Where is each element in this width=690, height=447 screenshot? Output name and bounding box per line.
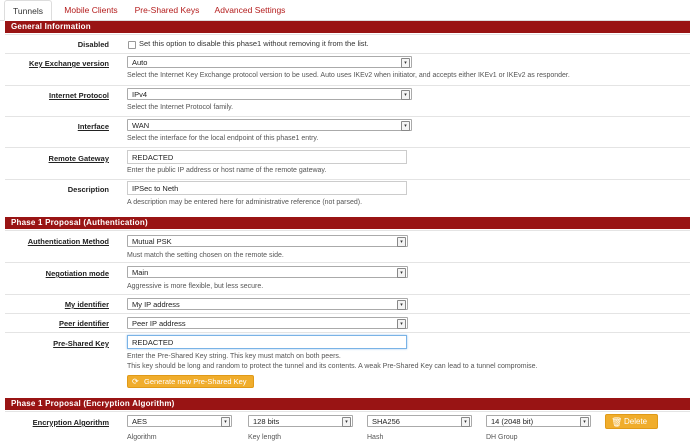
trash-icon: 🗑: [611, 417, 623, 427]
tab-tunnels[interactable]: Tunnels: [4, 0, 52, 21]
chevron-down-icon: ▾: [397, 300, 406, 310]
my-identifier-value: My IP address: [132, 300, 180, 309]
chevron-down-icon: ▾: [397, 237, 406, 247]
dh-group-caption: DH Group: [486, 434, 518, 441]
key-exchange-row: [5, 53, 690, 85]
chevron-down-icon: ▾: [401, 121, 410, 131]
chevron-down-icon: ▾: [342, 417, 351, 427]
chevron-down-icon: ▾: [397, 268, 406, 278]
key-exchange-help: Select the Internet Key Exchange protocol version to be used. Auto uses IKEv2 when initiator, and accepts either IKEv1 or IKEv2 as responder.: [127, 72, 570, 79]
peer-identifier-row: [5, 313, 690, 332]
peer-identifier-label: Peer identifier: [58, 319, 109, 328]
algorithm-value: AES: [132, 417, 148, 426]
hash-caption: Hash: [367, 434, 384, 441]
internet-protocol-label: Internet Protocol: [48, 91, 109, 100]
key-length-value: 128 bits: [253, 417, 280, 426]
internet-protocol-row: [5, 85, 690, 116]
tab-bar: [0, 0, 690, 21]
interface-value: WAN: [132, 121, 150, 130]
delete-label: Delete: [624, 417, 648, 426]
disabled-row: [5, 34, 690, 53]
delete-button[interactable]: [605, 414, 658, 429]
encryption-algorithm-label: Encryption Algorithm: [32, 418, 109, 427]
key-length-caption: Key length: [248, 434, 282, 441]
negotiation-mode-row: [5, 262, 690, 294]
pre-shared-key-row: [5, 332, 690, 390]
tab-mobile-clients[interactable]: Mobile Clients: [64, 5, 118, 15]
negotiation-mode-label: Negotiation mode: [45, 269, 109, 278]
algorithm-caption: Algorithm: [127, 434, 157, 441]
pre-shared-key-help: Enter the Pre-Shared Key string. This key must match on both peers.: [127, 353, 341, 360]
algorithm-select[interactable]: [127, 415, 232, 427]
key-exchange-value: Auto: [132, 58, 148, 67]
dh-group-select[interactable]: [486, 415, 591, 427]
auth-method-help: Must match the setting chosen on the remote side.: [127, 252, 284, 259]
internet-protocol-help: Select the Internet Protocol family.: [127, 104, 234, 111]
negotiation-mode-help: Aggressive is more flexible, but less secure.: [127, 283, 264, 290]
remote-gateway-row: [5, 147, 690, 179]
pre-shared-key-label: Pre-Shared Key: [53, 339, 109, 348]
description-label: Description: [67, 185, 109, 194]
disabled-checkbox[interactable]: [128, 41, 136, 49]
refresh-icon: ⟳: [132, 377, 139, 386]
peer-identifier-select[interactable]: [127, 317, 408, 329]
negotiation-mode-value: Main: [132, 268, 149, 277]
description-help: A description may be entered here for administrative reference (not parsed).: [127, 199, 363, 206]
auth-method-select[interactable]: [127, 235, 408, 247]
chevron-down-icon: ▾: [401, 58, 410, 68]
interface-select[interactable]: [127, 119, 412, 131]
general-information-header: General Information: [5, 21, 690, 33]
generate-psk-button[interactable]: [127, 375, 254, 388]
chevron-down-icon: ▾: [580, 417, 589, 427]
remote-gateway-label: Remote Gateway: [48, 154, 109, 163]
pre-shared-key-input[interactable]: REDACTED: [127, 335, 407, 349]
chevron-down-icon: ▾: [221, 417, 230, 427]
chevron-down-icon: ▾: [401, 90, 410, 100]
interface-row: [5, 116, 690, 147]
auth-method-value: Mutual PSK: [132, 237, 172, 246]
phase1-authentication-header: Phase 1 Proposal (Authentication): [5, 217, 690, 229]
my-identifier-row: [5, 294, 690, 313]
key-length-select[interactable]: [248, 415, 353, 427]
encryption-algorithm-row: [5, 411, 690, 447]
auth-method-label: Authentication Method: [27, 237, 109, 246]
negotiation-mode-select[interactable]: [127, 266, 408, 278]
internet-protocol-value: IPv4: [132, 90, 148, 99]
remote-gateway-help: Enter the public IP address or host name of the remote gateway.: [127, 167, 327, 174]
tab-pre-shared-keys[interactable]: Pre-Shared Keys: [134, 5, 200, 15]
generate-psk-label: Generate new Pre-Shared Key: [144, 377, 247, 386]
my-identifier-select[interactable]: [127, 298, 408, 310]
my-identifier-label: My identifier: [64, 300, 109, 309]
key-exchange-label: Key Exchange version: [28, 59, 109, 68]
disabled-label: Disabled: [77, 40, 109, 49]
interface-help: Select the interface for the local endpoint of this phase1 entry.: [127, 135, 319, 142]
description-input[interactable]: IPSec to Neth: [127, 181, 407, 195]
hash-value: SHA256: [372, 417, 400, 426]
tab-advanced-settings[interactable]: Advanced Settings: [214, 5, 286, 15]
chevron-down-icon: ▾: [397, 319, 406, 329]
hash-select[interactable]: [367, 415, 472, 427]
phase1-encryption-header: Phase 1 Proposal (Encryption Algorithm): [5, 398, 690, 410]
chevron-down-icon: ▾: [461, 417, 470, 427]
internet-protocol-select[interactable]: [127, 88, 412, 100]
description-row: [5, 179, 690, 211]
remote-gateway-input[interactable]: REDACTED: [127, 150, 407, 164]
interface-label: Interface: [77, 122, 109, 131]
key-exchange-select[interactable]: [127, 56, 412, 68]
peer-identifier-value: Peer IP address: [132, 319, 186, 328]
dh-group-value: 14 (2048 bit): [491, 417, 534, 426]
pre-shared-key-warning: This key should be long and random to protect the tunnel and its contents. A weak Pre-Shared Key can lead to a tunnel compromise.: [127, 363, 538, 370]
auth-method-row: [5, 230, 690, 262]
disabled-checkbox-text: Set this option to disable this phase1 without removing it from the list.: [139, 39, 369, 48]
